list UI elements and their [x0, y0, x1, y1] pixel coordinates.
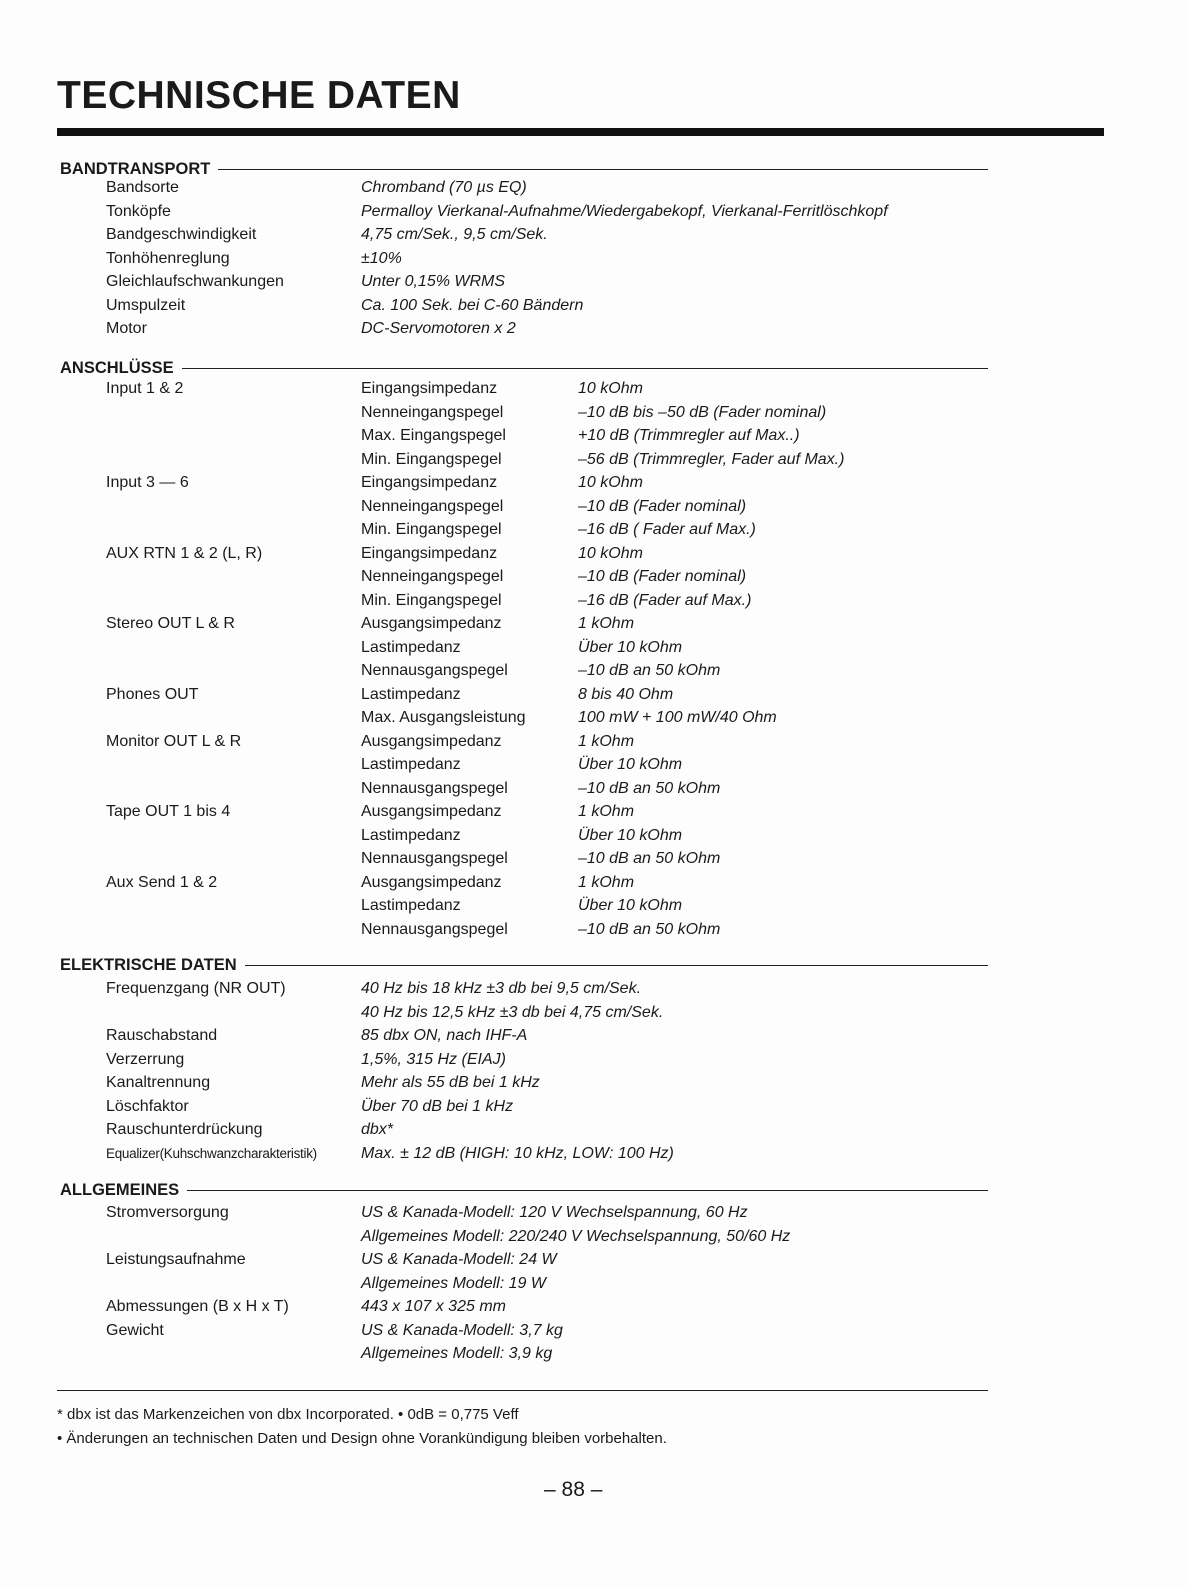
- connector-param: Lastimpedanz: [361, 756, 461, 773]
- spec-value: DC-Servomotoren x 2: [361, 320, 516, 337]
- spec-value: 4,75 cm/Sek., 9,5 cm/Sek.: [361, 226, 548, 243]
- title-underline: [57, 128, 1104, 136]
- spec-label: Motor: [106, 320, 147, 337]
- connector-param: Lastimpedanz: [361, 638, 461, 656]
- section-heading-elektrisch: ELEKTRISCHE DATEN: [60, 954, 988, 976]
- spec-label: Gewicht: [106, 1321, 164, 1339]
- connector-param: Eingangsimpedanz: [361, 474, 498, 491]
- spec-value: Permalloy Vierkanal-Aufnahme/Wiedergabekopf, Vierkanal-Ferritlöschkopf: [361, 202, 888, 220]
- section-heading-allgemeines: ALLGEMEINES: [60, 1179, 988, 1201]
- spec-value: Allgemeines Modell: 220/240 V Wechselspannung, 50/60 Hz: [361, 1227, 791, 1245]
- spec-value: Chromband (70 µs EQ): [361, 179, 527, 196]
- connector-param: Min. Eingangspegel: [361, 591, 502, 609]
- spec-value: 85 dbx ON, nach IHF-A: [361, 1027, 528, 1044]
- connector-param: Min. Eingangspegel: [361, 521, 502, 538]
- footer-rule: [57, 1390, 988, 1391]
- connector-param: Nennausgangspegel: [361, 920, 508, 938]
- connector-value: 1 kOhm: [578, 732, 635, 750]
- page-number: – 88 –: [544, 1478, 603, 1501]
- spec-label: Equalizer(Kuhschwanzcharakteristik): [106, 1145, 317, 1161]
- section-heading-anschluesse: ANSCHLÜSSE: [60, 357, 988, 379]
- connector-param: Max. Eingangspegel: [361, 427, 506, 444]
- spec-label: Verzerrung: [106, 1050, 185, 1068]
- connector-value: 1 kOhm: [578, 803, 635, 820]
- footnote-changes: • Änderungen an technischen Daten und Design ohne Vorankündigung bleiben vorbehalten.: [57, 1430, 667, 1447]
- spec-value: Über 70 dB bei 1 kHz: [361, 1097, 514, 1115]
- spec-label: Stromversorgung: [106, 1204, 229, 1221]
- section-heading-bandtransport: BANDTRANSPORT: [60, 158, 988, 180]
- connector-value: 10 kOhm: [578, 544, 643, 562]
- connector-value: –10 dB (Fader nominal): [578, 568, 747, 585]
- connector-name: AUX RTN 1 & 2 (L, R): [106, 544, 263, 562]
- connector-value: –56 dB (Trimmregler, Fader auf Max.): [578, 450, 845, 468]
- spec-label: Leistungsaufnahme: [106, 1251, 246, 1268]
- spec-value: Unter 0,15% WRMS: [361, 273, 506, 290]
- connector-name: Monitor OUT L & R: [106, 732, 242, 750]
- connector-value: –10 dB bis –50 dB (Fader nominal): [578, 403, 827, 421]
- connector-param: Eingangsimpedanz: [361, 380, 498, 397]
- connector-name: Input 3 — 6: [106, 474, 189, 491]
- spec-label: Tonköpfe: [106, 202, 171, 220]
- spec-label: Rauschunterdrückung: [106, 1121, 263, 1138]
- spec-value: US & Kanada-Modell: 24 W: [361, 1251, 557, 1268]
- connector-value: –10 dB an 50 kOhm: [578, 779, 721, 797]
- connector-value: 1 kOhm: [578, 873, 635, 891]
- spec-value: Max. ± 12 dB (HIGH: 10 kHz, LOW: 100 Hz): [361, 1144, 674, 1162]
- spec-value: ±10%: [361, 249, 402, 267]
- connector-value: 10 kOhm: [578, 474, 643, 491]
- spec-value: 40 Hz bis 12,5 kHz ±3 db bei 4,75 cm/Sek.: [361, 1003, 664, 1021]
- connector-param: Ausgangsimpedanz: [361, 873, 502, 891]
- connector-param: Nennausgangspegel: [361, 850, 508, 867]
- connector-param: Nennausgangspegel: [361, 662, 508, 679]
- spec-label: Umspulzeit: [106, 296, 186, 314]
- connector-value: Über 10 kOhm: [578, 756, 683, 773]
- connector-param: Ausgangsimpedanz: [361, 803, 502, 820]
- spec-label: Löschfaktor: [106, 1097, 189, 1115]
- connector-name: Input 1 & 2: [106, 380, 184, 397]
- connector-param: Lastimpedanz: [361, 685, 461, 703]
- spec-value: 443 x 107 x 325 mm: [361, 1298, 506, 1315]
- spec-label: Gleichlaufschwankungen: [106, 273, 284, 290]
- connector-param: Ausgangsimpedanz: [361, 732, 502, 750]
- connector-param: Eingangsimpedanz: [361, 544, 498, 562]
- connector-value: Über 10 kOhm: [578, 897, 683, 914]
- connector-name: Aux Send 1 & 2: [106, 873, 218, 891]
- connector-param: Nennausgangspegel: [361, 779, 508, 797]
- connector-value: –10 dB an 50 kOhm: [578, 850, 721, 867]
- connector-param: Nenneingangspegel: [361, 497, 504, 515]
- spec-value: 40 Hz bis 18 kHz ±3 db bei 9,5 cm/Sek.: [361, 980, 642, 997]
- spec-value: Ca. 100 Sek. bei C-60 Bändern: [361, 296, 584, 314]
- connector-param: Lastimpedanz: [361, 826, 461, 844]
- connector-param: Min. Eingangspegel: [361, 450, 502, 468]
- connector-name: Phones OUT: [106, 685, 199, 703]
- connector-param: Nenneingangspegel: [361, 568, 504, 585]
- connector-value: Über 10 kOhm: [578, 826, 683, 844]
- spec-label: Abmessungen (B x H x T): [106, 1298, 289, 1315]
- connector-value: +10 dB (Trimmregler auf Max..): [578, 427, 800, 444]
- spec-value: 1,5%, 315 Hz (EIAJ): [361, 1050, 506, 1068]
- connector-value: –10 dB (Fader nominal): [578, 497, 747, 515]
- connector-value: 10 kOhm: [578, 380, 643, 397]
- spec-value: Allgemeines Modell: 3,9 kg: [361, 1345, 553, 1362]
- connector-value: 1 kOhm: [578, 615, 635, 632]
- spec-value: Allgemeines Modell: 19 W: [361, 1274, 546, 1292]
- footnote-dbx: * dbx ist das Markenzeichen von dbx Incorporated. • 0dB = 0,775 Veff: [57, 1406, 519, 1423]
- spec-value: Mehr als 55 dB bei 1 kHz: [361, 1074, 540, 1091]
- spec-value: US & Kanada-Modell: 3,7 kg: [361, 1321, 563, 1339]
- connector-value: 100 mW + 100 mW/40 Ohm: [578, 709, 777, 726]
- spec-value: US & Kanada-Modell: 120 V Wechselspannung, 60 Hz: [361, 1204, 748, 1221]
- connector-name: Tape OUT 1 bis 4: [106, 803, 231, 820]
- connector-value: –10 dB an 50 kOhm: [578, 662, 721, 679]
- spec-label: Tonhöhenreglung: [106, 249, 230, 267]
- spec-label: Bandgeschwindigkeit: [106, 226, 257, 243]
- spec-label: Kanaltrennung: [106, 1074, 211, 1091]
- connector-value: –16 dB ( Fader auf Max.): [578, 521, 756, 538]
- spec-label: Bandsorte: [106, 179, 179, 196]
- spec-label: Frequenzgang (NR OUT): [106, 980, 286, 997]
- connector-name: Stereo OUT L & R: [106, 615, 235, 632]
- spec-label: Rauschabstand: [106, 1027, 218, 1044]
- connector-value: Über 10 kOhm: [578, 638, 683, 656]
- connector-param: Lastimpedanz: [361, 897, 461, 914]
- connector-value: –16 dB (Fader auf Max.): [578, 591, 752, 609]
- connector-param: Ausgangsimpedanz: [361, 615, 502, 632]
- connector-param: Nenneingangspegel: [361, 403, 504, 421]
- connector-value: 8 bis 40 Ohm: [578, 685, 674, 703]
- page-title: TECHNISCHE DATEN: [57, 74, 461, 117]
- spec-value: dbx*: [361, 1121, 394, 1138]
- connector-param: Max. Ausgangsleistung: [361, 709, 526, 726]
- connector-value: –10 dB an 50 kOhm: [578, 920, 721, 938]
